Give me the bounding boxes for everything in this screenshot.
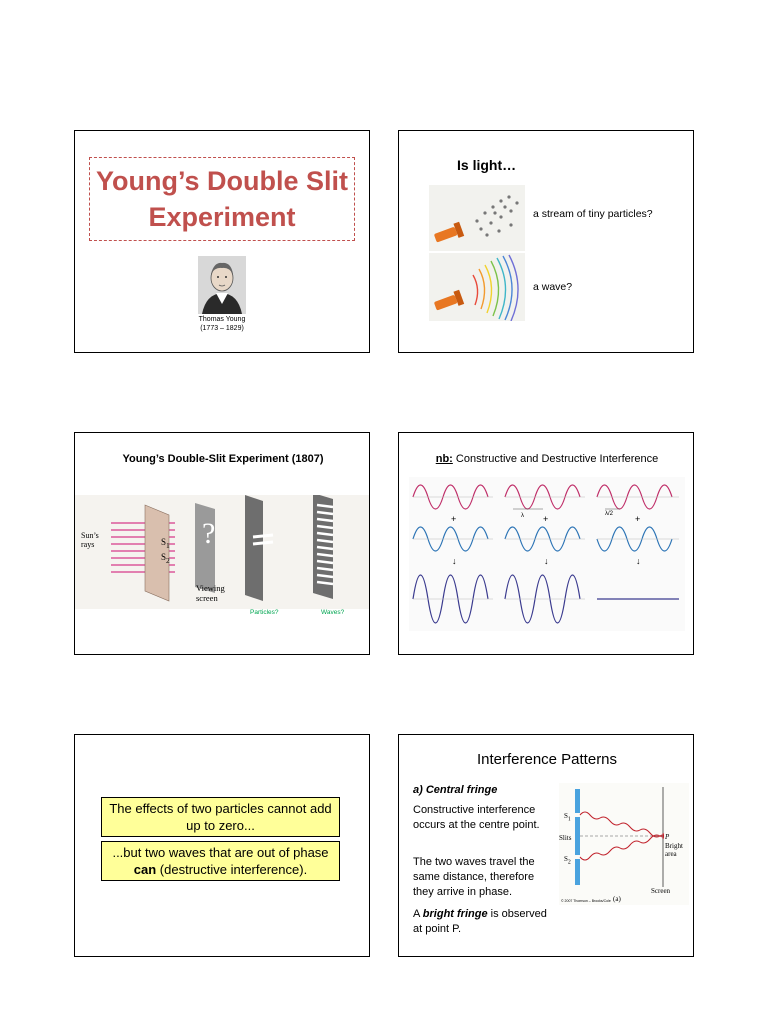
interference-pattern-lines bbox=[315, 499, 335, 597]
plus-1: + bbox=[451, 514, 457, 524]
particles-label: Particles? bbox=[250, 609, 279, 616]
option-wave: a wave? bbox=[533, 281, 573, 293]
diagram-bright-label: Bright area bbox=[665, 842, 683, 858]
slide-particles-vs-waves bbox=[74, 734, 370, 957]
viewing-screen-label: Viewing screen bbox=[196, 583, 225, 603]
slide-interference-patterns bbox=[398, 734, 694, 957]
plus-2: + bbox=[543, 514, 549, 524]
slide1-title: Young’s Double Slit Experiment bbox=[96, 166, 348, 232]
interference-waves-diagram bbox=[409, 477, 685, 631]
arrow-down-icon: ↓ bbox=[636, 556, 641, 566]
plus-3: + bbox=[635, 514, 641, 524]
slide3-title: Young’s Double-Slit Experiment (1807) bbox=[122, 453, 324, 465]
waves-label: Waves? bbox=[321, 609, 345, 616]
arrow-down-icon: ↓ bbox=[452, 556, 457, 566]
diagram-screen-label: Screen bbox=[651, 887, 671, 895]
lambda-label: λ bbox=[521, 513, 524, 519]
paragraph-3: A bright fringe is observed at point P. bbox=[413, 908, 547, 935]
diagram-a-label: (a) bbox=[613, 895, 621, 903]
slide-interference bbox=[398, 432, 694, 655]
portrait-image bbox=[198, 256, 246, 314]
particles-box bbox=[101, 797, 340, 837]
diagram-slits-label: Slits bbox=[559, 834, 572, 842]
waves-text: ...but two waves that are out of phase can (destructive interference). bbox=[112, 845, 329, 877]
question-mark: ? bbox=[202, 517, 216, 550]
s1-label: $S_1$ bbox=[161, 537, 170, 550]
caption-name: Thomas Young bbox=[198, 316, 246, 323]
diagram-p-label: P bbox=[665, 833, 670, 841]
slide4-title: nb: Constructive and Destructive Interference bbox=[435, 453, 659, 465]
particles-text: The effects of two particles cannot add up to zero... bbox=[109, 801, 332, 833]
slide2-title: Is light… bbox=[457, 157, 517, 173]
paragraph-2: The two waves travel the same distance, therefore they arrive in phase. bbox=[413, 856, 535, 898]
waves-box bbox=[101, 841, 340, 881]
option-particles: a stream of tiny particles? bbox=[533, 208, 653, 220]
diagram-s2-label: $S_2$ bbox=[564, 855, 571, 866]
half-lambda-label: λ/2 bbox=[605, 511, 614, 517]
paragraph-1: Constructive interference occurs at the centre point. bbox=[413, 804, 540, 831]
flashlight-wave-image bbox=[429, 253, 525, 321]
diagram-s1-label: $S_1$ bbox=[564, 812, 571, 823]
sun-rays-label: Sun’s rays bbox=[81, 531, 99, 549]
slide6-title: Interference Patterns bbox=[476, 751, 618, 768]
slide-is-light bbox=[398, 130, 694, 353]
caption-years: (1773 – 1829) bbox=[200, 325, 244, 332]
arrow-down-icon: ↓ bbox=[544, 556, 549, 566]
portrait-caption bbox=[172, 315, 272, 333]
central-fringe-heading: a) Central fringe bbox=[413, 784, 498, 796]
two-bright-lines bbox=[251, 531, 275, 551]
title-box bbox=[89, 157, 355, 241]
slide-double-slit bbox=[74, 432, 370, 655]
slide-title bbox=[74, 130, 370, 353]
flashlight-particles-image bbox=[429, 185, 525, 251]
s2-label: $S_2$ bbox=[161, 552, 170, 565]
diagram-copyright: © 2007 Thomson – Brooks/Cole bbox=[561, 899, 611, 903]
